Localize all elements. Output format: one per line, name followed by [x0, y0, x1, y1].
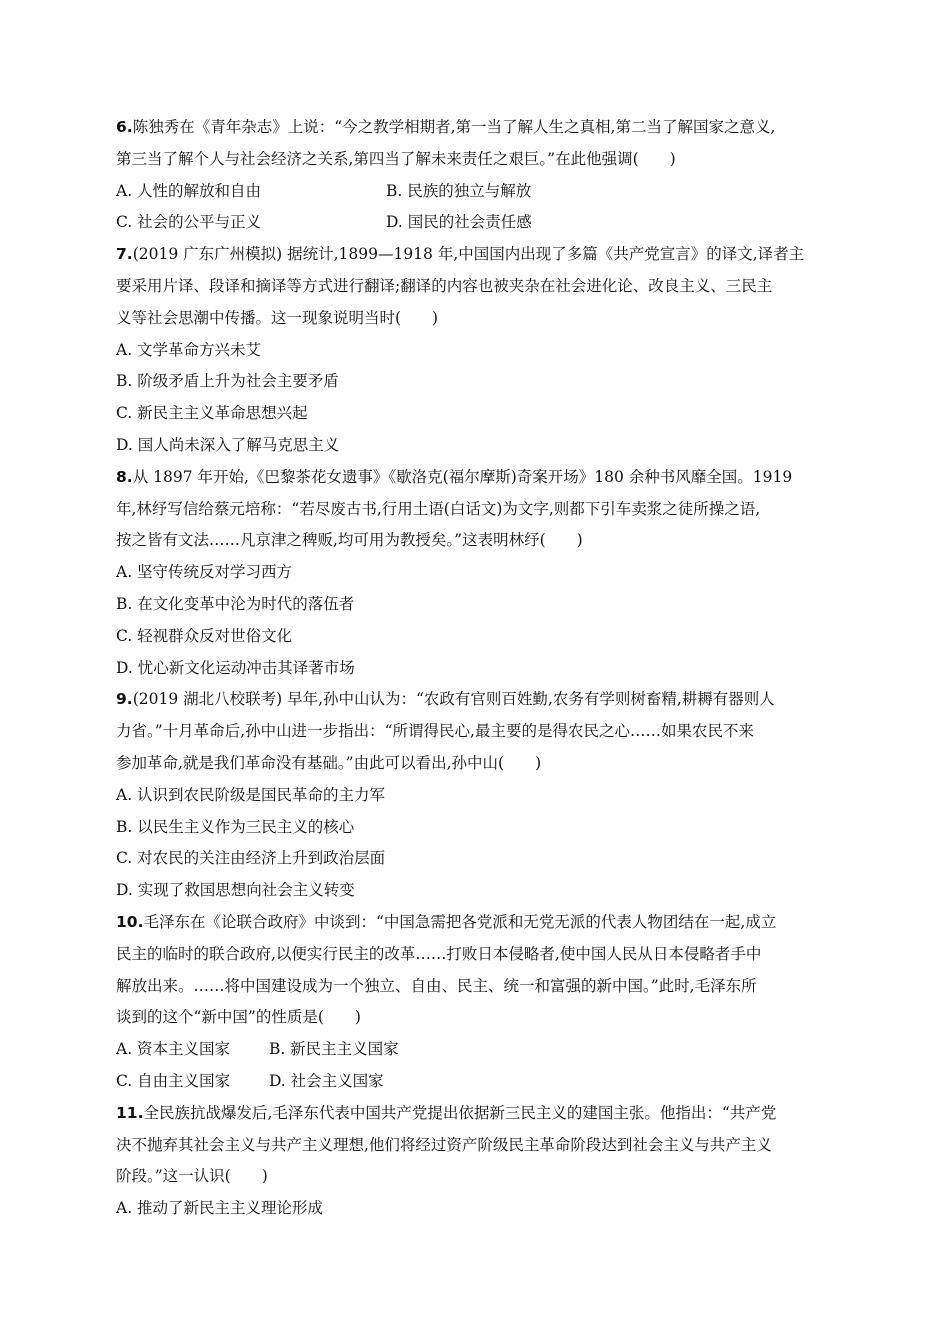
question-text: (2019 广东广州模拟) 据统计,1899—1918 年,中国国内出现了多篇《共产党宣言》的译文,译者主: [132, 245, 805, 264]
option-b: B. 新民主主义国家: [268, 1040, 399, 1059]
question-stem-line: 民主的临时的联合政府,以便实行民主的改革……打败日本侵略者,使中国人民从日本侵略者手中: [116, 944, 762, 963]
question-number: 8.: [116, 467, 133, 486]
question-stem-line: [116, 239, 838, 271]
question-stem-line: 力省。”十月革命后,孙中山进一步指出：“所谓得民心,最主要的是得农民之心……如果农民不来: [116, 722, 754, 741]
option-d: D. 忧心新文化运动冲击其译著市场: [116, 658, 355, 677]
question-text: (2019 湖北八校联考) 早年,孙中山认为：“农政有官则百姓勤,农务有学则树畜精,耕耨有器则人: [132, 690, 775, 709]
question-stem-line: [116, 907, 838, 939]
question-number: 6.: [116, 118, 133, 136]
question-stem-line: 要采用片译、段译和摘译等方式进行翻译;翻译的内容也被夹杂在社会进化论、改良主义、三民主: [116, 276, 773, 295]
option-c: C. 新民主主义革命思想兴起: [116, 404, 308, 423]
question-number: 9.: [116, 690, 133, 709]
question-stem-line: [116, 462, 838, 494]
option-d: D. 国人尚未深入了解马克思主义: [116, 435, 340, 454]
question-text: 全民族抗战爆发后,毛泽东代表中国共产党提出依据新三民主义的建国主张。他指出：“共产党: [143, 1103, 777, 1122]
question-text: 陈独秀在《青年杂志》上说：“今之教学相期者,第一当了解人生之真相,第二当了解国家之意义,: [132, 118, 776, 136]
option-row: [116, 1066, 838, 1098]
question-text: 毛泽东在《论联合政府》中谈到：“中国急需把各党派和无党无派的代表人物团结在一起,成立: [143, 912, 777, 931]
option-a: A. 文学革命方兴未艾: [116, 340, 262, 359]
option-b: B. 在文化变革中沦为时代的落伍者: [116, 594, 355, 613]
option-row: [116, 176, 838, 208]
option-b: B. 阶级矛盾上升为社会主要矛盾: [116, 372, 339, 391]
option-row: [116, 1034, 838, 1066]
question-stem-line: 阶段。”这一认识( ): [116, 1167, 268, 1186]
option-c: C. 轻视群众反对世俗文化: [116, 626, 293, 645]
option-a: A. 推动了新民主主义理论形成: [116, 1199, 324, 1218]
question-number: 10.: [116, 912, 144, 931]
option-d: D. 国民的社会责任感: [386, 213, 532, 232]
question-stem-line: 年,林纾写信给蔡元培称：“若尽废古书,行用土语(白话文)为文字,则都下引车卖浆之徒所操之语,: [116, 499, 761, 518]
option-d: D. 社会主义国家: [268, 1071, 384, 1090]
question-stem-line: 第三当了解个人与社会经济之关系,第四当了解未来责任之艰巨。”在此他强调( ): [116, 149, 676, 168]
option-a: A. 人性的解放和自由: [116, 181, 262, 200]
question-8: [116, 462, 838, 685]
question-number: 7.: [116, 245, 133, 264]
question-10: [116, 907, 838, 1098]
option-a: A. 认识到农民阶级是国民革命的主力军: [116, 785, 386, 804]
question-stem-line: [116, 1098, 838, 1130]
question-9: [116, 684, 838, 907]
question-7: [116, 239, 838, 462]
question-stem-line: 谈到的这个“新中国”的性质是( ): [116, 1008, 361, 1027]
option-c: C. 社会的公平与正义: [116, 213, 262, 232]
question-6: [116, 112, 838, 239]
option-a: A. 坚守传统反对学习西方: [116, 563, 293, 582]
option-c: C. 自由主义国家: [116, 1071, 231, 1090]
question-stem-line: 解放出来。……将中国建设成为一个独立、自由、民主、统一和富强的新中国。”此时,毛泽东所: [116, 976, 757, 995]
option-d: D. 实现了救国思想向社会主义转变: [116, 881, 355, 900]
question-stem-line: 义等社会思潮中传播。这一现象说明当时( ): [116, 308, 439, 327]
question-stem-line: [116, 684, 838, 716]
question-text: 从 1897 年开始,《巴黎茶花女遗事》《歇洛克(福尔摩斯)奇案开场》180 余种书风靡全国。1919: [132, 467, 793, 486]
question-stem-line: 参加革命,就是我们革命没有基础。”由此可以看出,孙中山( ): [116, 753, 542, 772]
option-c: C. 对农民的关注由经济上升到政治层面: [116, 849, 386, 868]
question-list: [116, 112, 838, 1225]
option-a: A. 资本主义国家: [116, 1040, 231, 1059]
question-number: 11.: [116, 1103, 144, 1122]
question-11: [116, 1098, 838, 1225]
question-stem-line: [116, 112, 838, 144]
option-row: [116, 207, 838, 239]
question-stem-line: 决不抛弃其社会主义与共产主义理想,他们将经过资产阶级民主革命阶段达到社会主义与共产主义: [116, 1135, 772, 1154]
option-b: B. 以民生主义作为三民主义的核心: [116, 817, 355, 836]
question-stem-line: 按之皆有文法……凡京津之稗贩,均可用为教授矣。”这表明林纾( ): [116, 531, 583, 550]
option-b: B. 民族的独立与解放: [386, 181, 532, 200]
